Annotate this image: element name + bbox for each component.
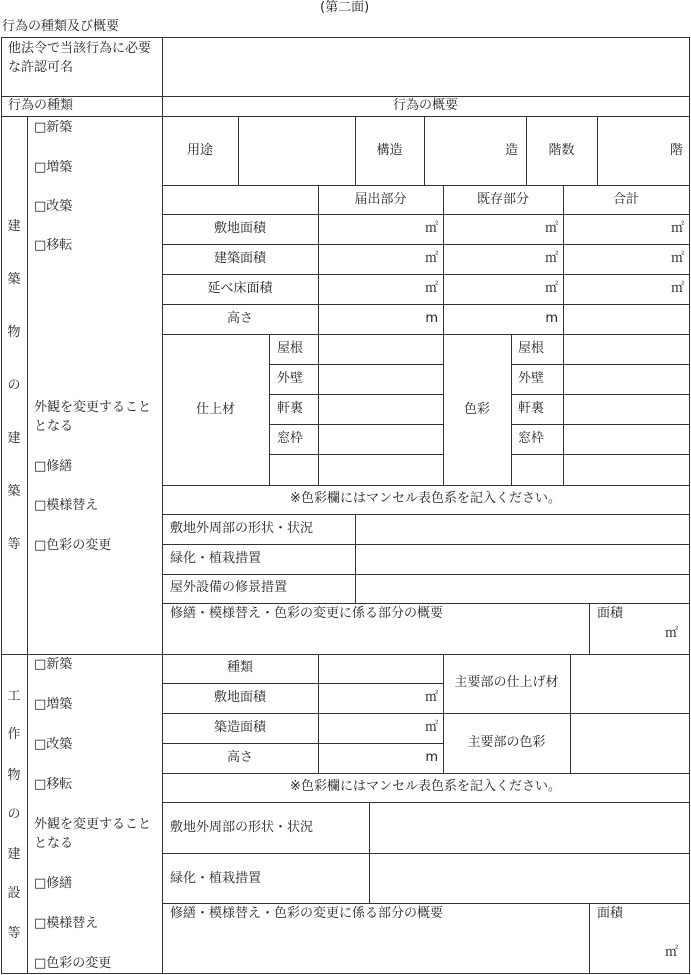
structure-munsell-note: ※色彩欄にはマンセル表色系を記入ください。 (290, 779, 561, 794)
unit: ㎡ (424, 221, 438, 236)
perimeter-label: 敷地外周部の形状・状況 (170, 521, 314, 536)
section-title: 行為の種類及び概要 (2, 19, 120, 34)
unit: m (425, 750, 438, 765)
finish-part-roof: 屋根 (277, 341, 304, 356)
building-checkbox-color-change[interactable]: □色彩の変更 (34, 538, 112, 553)
col-total: 合計 (612, 192, 639, 207)
building-checkbox-extension[interactable]: □増築 (34, 160, 73, 175)
floors-suffix: 階 (670, 143, 684, 158)
structure-appearance-line1: 外観を変更すること (34, 817, 152, 832)
site-area-label: 敷地面積 (213, 690, 266, 705)
structure-appearance-line2: となる (34, 836, 74, 851)
structure-checkbox-repair[interactable]: □修繕 (34, 876, 73, 891)
row-building-area-label: 建築面積 (213, 251, 266, 266)
structure-suffix: 造 (505, 143, 519, 158)
unit: ㎡ (424, 690, 438, 705)
structure-checkbox-rebuild[interactable]: □改築 (34, 737, 73, 752)
color-part-soffit: 軒裏 (518, 401, 545, 416)
finish-part-window: 窓枠 (277, 431, 304, 446)
structure-checkbox-color-change[interactable]: □色彩の変更 (34, 956, 112, 971)
color-part-roof: 屋根 (518, 341, 545, 356)
col-existing: 既存部分 (476, 192, 529, 207)
use-label: 用途 (186, 143, 213, 158)
finish-label: 仕上材 (195, 402, 235, 417)
unit: ㎡ (544, 251, 558, 266)
page-label: (第二面) (320, 0, 370, 15)
row-floor-area-label: 延べ床面積 (207, 281, 273, 296)
structure-area-label: 面積 (597, 906, 624, 921)
structure-greening-label: 緑化・植栽措置 (170, 871, 262, 886)
building-checkbox-relocation[interactable]: □移転 (34, 238, 73, 253)
building-checkbox-rebuild[interactable]: □改築 (34, 199, 73, 214)
other-law-label-line1: 他法令で当該行為に必要 (8, 41, 152, 56)
structure-checkbox-new[interactable]: □新築 (34, 657, 73, 672)
row-height-label: 高さ (226, 311, 253, 326)
color-part-window: 窓枠 (518, 431, 545, 446)
finish-part-soffit: 軒裏 (277, 401, 304, 416)
height-label: 高さ (226, 750, 253, 765)
greening-label: 緑化・植栽措置 (170, 551, 262, 566)
unit: ㎡ (424, 720, 438, 735)
structure-checkbox-extension[interactable]: □増築 (34, 697, 73, 712)
floors-label: 階数 (548, 143, 575, 158)
other-law-label-line2: な許認可名 (8, 60, 74, 75)
unit: ㎡ (424, 251, 438, 266)
repair-overview-label: 修繕・模様替え・色彩の変更に係る部分の概要 (170, 606, 444, 621)
building-appearance-line1: 外観を変更すること (34, 400, 152, 415)
structure-perimeter-label: 敷地外周部の形状・状況 (170, 820, 314, 835)
finish-part-wall: 外壁 (277, 371, 304, 386)
building-checkbox-repair[interactable]: □修繕 (34, 459, 73, 474)
area-unit: ㎡ (665, 626, 679, 641)
building-checkbox-new[interactable]: □新築 (34, 120, 73, 135)
structure-repair-overview-label: 修繕・模様替え・色彩の変更に係る部分の概要 (170, 906, 444, 921)
unit: m (425, 311, 438, 326)
structure-area-unit: ㎡ (665, 945, 679, 960)
building-appearance-line2: となる (34, 419, 74, 434)
area-label: 面積 (597, 606, 624, 621)
unit: ㎡ (670, 221, 684, 236)
building-checkbox-remodel[interactable]: □模様替え (34, 498, 99, 513)
munsell-note: ※色彩欄にはマンセル表色系を記入ください。 (290, 491, 561, 506)
overview-header: 行為の概要 (392, 98, 458, 113)
color-part-wall: 外壁 (518, 371, 545, 386)
row-site-area-label: 敷地面積 (213, 221, 266, 236)
unit: ㎡ (670, 281, 684, 296)
color-label: 色彩 (463, 402, 490, 417)
unit: m (545, 311, 558, 326)
kind-header: 行為の種類 (8, 98, 74, 113)
main-finish-label: 主要部の仕上げ材 (454, 675, 559, 690)
main-color-label: 主要部の色彩 (467, 735, 546, 750)
structure-checkbox-relocation[interactable]: □移転 (34, 777, 73, 792)
unit: ㎡ (544, 281, 558, 296)
structure-label: 構造 (376, 143, 403, 158)
type-label: 種類 (226, 660, 253, 675)
built-area-label: 築造面積 (213, 720, 266, 735)
structure-checkbox-remodel[interactable]: □模様替え (34, 916, 99, 931)
unit: ㎡ (670, 251, 684, 266)
unit: ㎡ (544, 221, 558, 236)
col-notified: 届出部分 (354, 192, 407, 207)
unit: ㎡ (424, 281, 438, 296)
outdoor-label: 屋外設備の修景措置 (170, 580, 288, 595)
